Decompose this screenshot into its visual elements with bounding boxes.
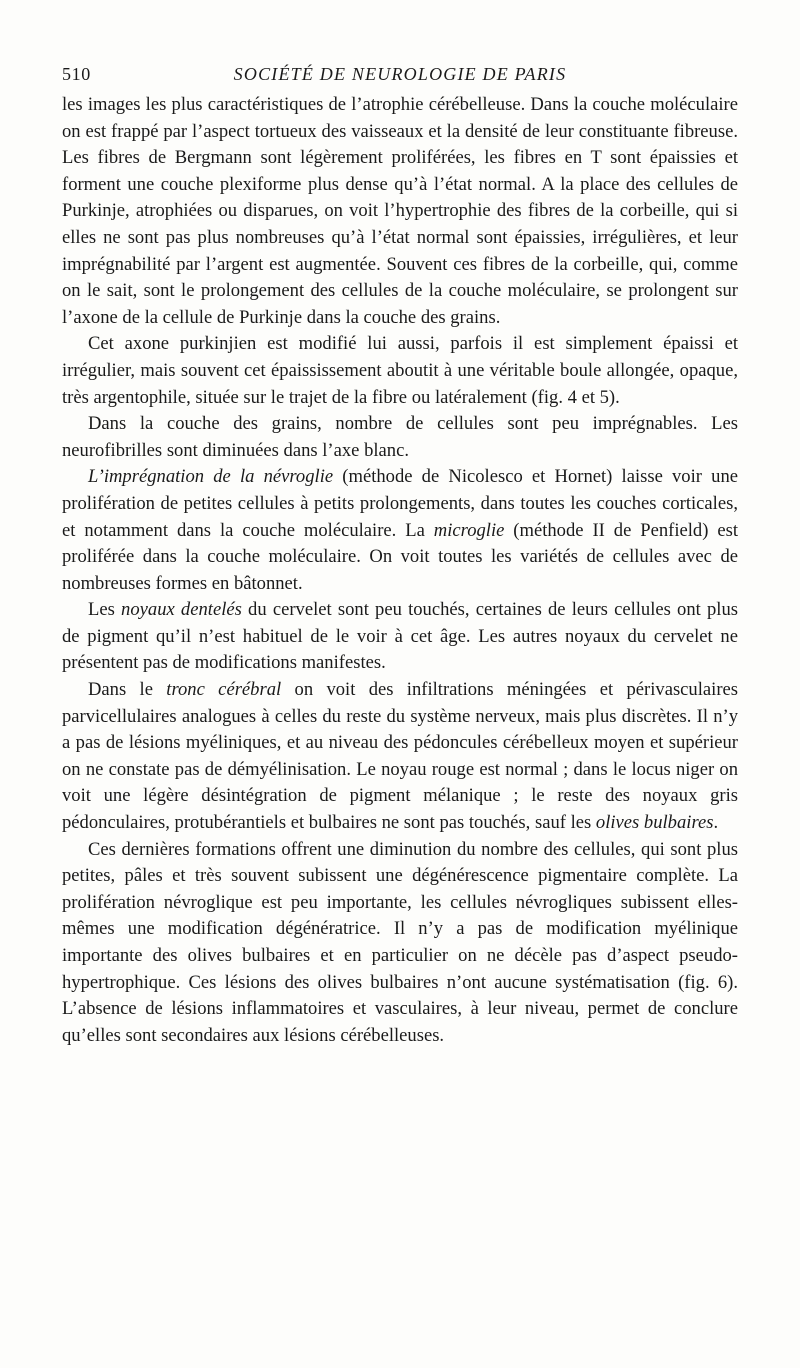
paragraph-text: du cervelet sont peu touchés, certaines de leurs cellules ont plus de pigment qu’il n’est habituel de le voir à cet âge. Les autres noyaux du cervelet ne présentent pas de modifications manifestes.: [62, 599, 739, 674]
page-number: 510: [62, 64, 91, 84]
journal-title: SOCIÉTÉ DE NEUROLOGIE DE PARIS: [233, 64, 567, 84]
paragraph-text: (méthode de Nicolesco et Hornet) laisse voir une prolifération de petites cellules à petits prolongements, dans toutes les couches corticales, et notamment dans la couche moléculaire. La: [62, 466, 738, 541]
paragraph-text: .: [713, 812, 719, 834]
italic-term-dentate-nuclei: noyaux dentelés: [121, 599, 242, 621]
body-text: [62, 92, 738, 1049]
paragraph-text: les images les plus caractéristiques de l’atrophie cérébelleuse. Dans la couche moléculaire on est frappé par l’aspect tortueux des vaisseaux et la densité de leur constituante fibreuse. Les fibres de Bergmann sont légèrement proliférées, les fibres en T sont épaissies et forment une couche plexiforme plus dense qu’à l’état normal. A la place des cellules de Purkinje, atrophiées ou disparues, on voit l’hypertrophie des fibres de la corbeille, qui si elles ne sont pas plus nombreuses qu’à l’état normal sont épaissies, irrégulières, et leur imprégnabilité par l’argent est augmentée. Souvent ces fibres de la corbeille, qui, comme on le sait, sont le prolongement des cellules de la couche moléculaire, se prolongent sur l’axone de la cellule de Purkinje dans la couche des grains.: [62, 94, 738, 328]
italic-term-bulbar-olives: olives bulbaires: [595, 812, 714, 834]
document-page: [62, 58, 738, 1049]
paragraph-text: Cet axone purkinjien est modifié lui aussi, parfois il est simplement épaissi et irrégulier, mais souvent cet épaississement aboutit à une véritable boule allongée, opaque, très argentophile, située sur le trajet de la fibre ou latéralement (fig. 4 et 5).: [62, 333, 738, 408]
paragraph-brainstem: [62, 677, 738, 837]
italic-term-brainstem: tronc cérébral: [166, 679, 282, 701]
italic-term-neuroglia-impregnation: L’imprégnation de la névroglie: [88, 466, 334, 488]
paragraph-granule-layer: [62, 411, 738, 464]
paragraph-olive-lesions: [62, 837, 738, 1050]
paragraph-text: on voit des infiltrations méningées et périvasculaires parvicellulaires analogues à celles du reste du système nerveux, mais plus discrètes. Il n’y a pas de lésions myéliniques, et au niveau des pédoncules cérébelleux moyen et supérieur on ne constate pas de démyélinisation. Le noyau rouge est normal ; dans le locus niger on voit une légère désintégration de pigment mélanique ; le reste des noyaux gris pédonculaires, protubérantiels et bulbaires ne sont pas touchés, sauf les: [62, 679, 738, 834]
paragraph-text: Ces dernières formations offrent une diminution du nombre des cellules, qui sont plus petites, pâles et très souvent subissent une dégénérescence pigmentaire complète. La prolifération névroglique est peu importante, les cellules névrogliques subissent elles-mêmes une modification dégénératrice. Il n’y a pas de modification myélinique importante des olives bulbaires et en particulier on ne décèle pas d’aspect pseudo-hypertrophique. Ces lésions des olives bulbaires n’ont aucune systématisation (fig. 6). L’absence de lésions inflammatoires et vasculaires, à leur niveau, permet de conclure qu’elles sont secondaires aux lésions cérébelleuses.: [62, 838, 738, 1046]
paragraph-text: (méthode II de Penfield) est proliférée dans la couche moléculaire. On voit toutes les variétés de cellules avec de nombreuses formes en bâtonnet.: [62, 519, 739, 594]
paragraph-text: Les: [88, 599, 122, 621]
paragraph-dentate-nuclei: [62, 597, 738, 677]
paragraph-neuroglia: [62, 464, 738, 597]
paragraph-text: Dans la couche des grains, nombre de cellules sont peu imprégnables. Les neurofibrilles sont diminuées dans l’axe blanc.: [62, 413, 738, 461]
running-head: [62, 58, 738, 92]
italic-term-microglia: microglie: [433, 519, 505, 541]
paragraph-atrophy-description: [62, 92, 738, 331]
paragraph-text: Dans le: [88, 679, 167, 701]
paragraph-purkinje-axon: [62, 331, 738, 411]
